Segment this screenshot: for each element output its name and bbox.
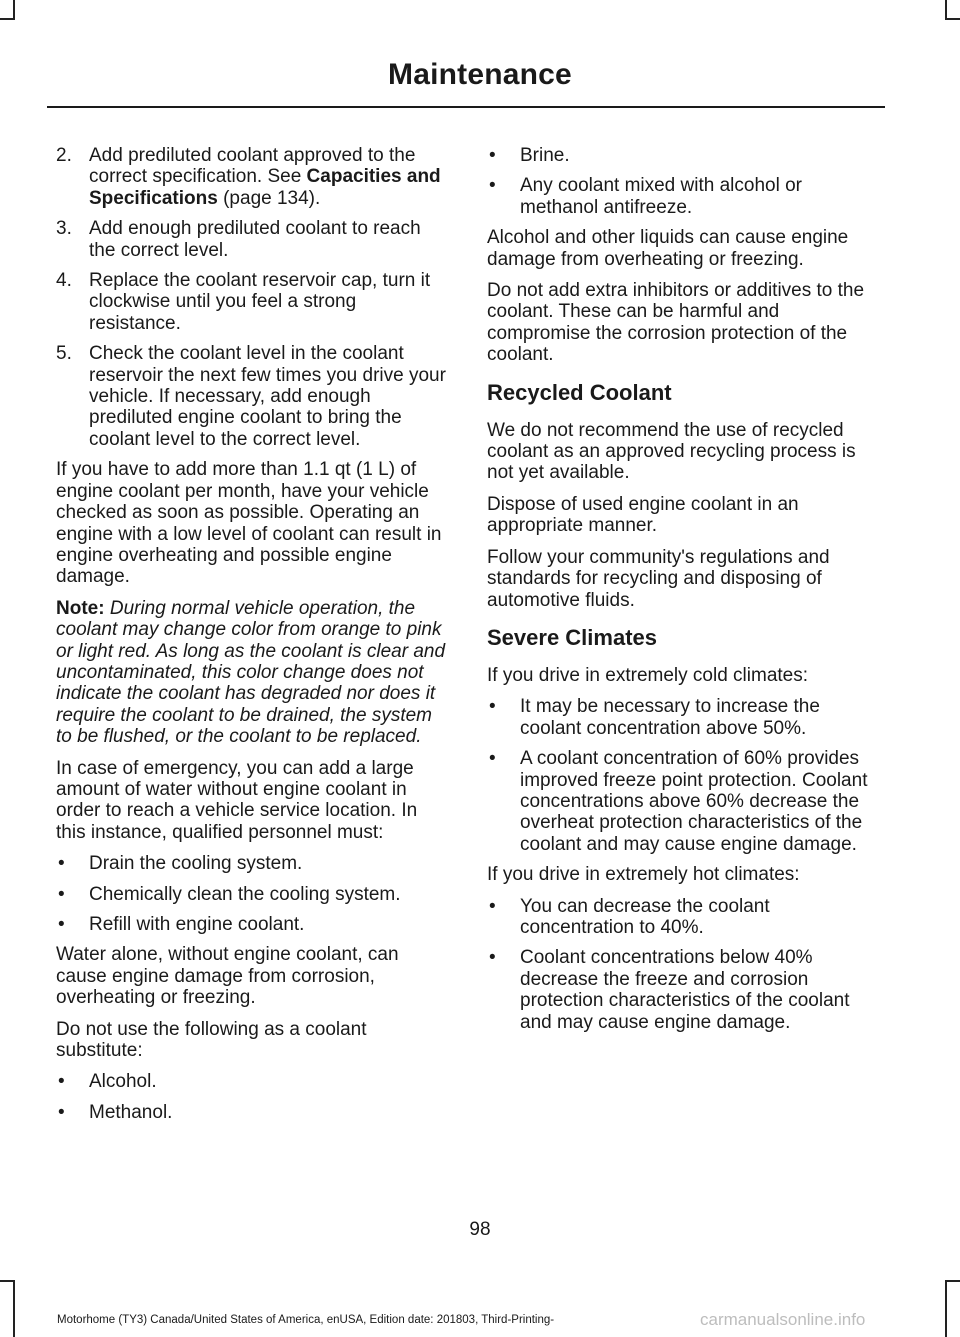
bullet: • bbox=[489, 947, 496, 969]
list-item bbox=[56, 1102, 448, 1123]
list-item bbox=[487, 748, 881, 855]
step-item bbox=[56, 343, 448, 450]
list-item-text: A coolant concentration of 60% provides improved freeze point protection. Coolant concentrations above 60% decrease the overheat protection characteristics of the coolant and may cause engine damage. bbox=[520, 748, 868, 855]
note-label: Note: bbox=[56, 597, 105, 619]
left-column bbox=[56, 145, 448, 1132]
paragraph: Dispose of used engine coolant in an appropriate manner. bbox=[487, 493, 799, 537]
step-text: Add enough prediluted coolant to reach the correct level. bbox=[89, 218, 421, 261]
list-item bbox=[487, 145, 881, 166]
list-item-text: Any coolant mixed with alcohol or methanol antifreeze. bbox=[520, 175, 802, 218]
paragraph: Follow your community's regulations and standards for recycling and disposing of automotive fluids. bbox=[487, 546, 830, 611]
list-item bbox=[487, 696, 881, 739]
list-item bbox=[487, 175, 881, 218]
bullet: • bbox=[489, 145, 496, 166]
list-item-text: Chemically clean the cooling system. bbox=[89, 883, 401, 905]
list-item bbox=[56, 1071, 448, 1092]
crop-mark bbox=[945, 0, 947, 20]
step-number: 2. bbox=[56, 145, 72, 166]
crop-mark bbox=[13, 0, 15, 20]
list-item-text: Brine. bbox=[520, 145, 570, 166]
list-item bbox=[56, 884, 448, 905]
bullet: • bbox=[489, 696, 496, 718]
paragraph: If you drive in extremely cold climates: bbox=[487, 664, 809, 686]
step-text: Add prediluted coolant approved to the correct specification. See bbox=[89, 145, 416, 188]
bullet: • bbox=[489, 175, 496, 197]
list-item-text: Refill with engine coolant. bbox=[89, 914, 305, 935]
crop-mark bbox=[0, 1280, 15, 1282]
bullet: • bbox=[58, 853, 65, 875]
right-column bbox=[487, 145, 881, 1042]
page-title: Maintenance bbox=[388, 58, 572, 91]
paragraph: Water alone, without engine coolant, can cause engine damage from corrosion, overheating or freezing. bbox=[56, 944, 399, 1009]
section-heading-recycled-coolant: Recycled Coolant bbox=[487, 379, 672, 405]
crop-mark bbox=[945, 18, 960, 20]
list-item-text: Alcohol. bbox=[89, 1071, 157, 1093]
list-item-text: You can decrease the coolant concentration to 40%. bbox=[520, 895, 770, 938]
crop-mark bbox=[13, 1280, 15, 1337]
bullet: • bbox=[489, 748, 496, 770]
step-text: Replace the coolant reservoir cap, turn it clockwise until you feel a strong resistance. bbox=[89, 270, 431, 334]
list-item-text: Methanol. bbox=[89, 1101, 173, 1123]
footer-edition-info: Motorhome (TY3) Canada/United States of America, enUSA, Edition date: 201803, Third-Printing- bbox=[57, 1314, 555, 1326]
step-number: 5. bbox=[56, 343, 72, 365]
paragraph: Do not use the following as a coolant substitute: bbox=[56, 1018, 367, 1062]
step-number: 4. bbox=[56, 270, 72, 292]
step-item bbox=[56, 145, 448, 209]
step-text: (page 134). bbox=[217, 187, 321, 209]
page-number: 98 bbox=[469, 1219, 491, 1240]
note bbox=[56, 598, 448, 748]
bullet: • bbox=[58, 883, 65, 905]
list-item bbox=[56, 853, 448, 874]
step-text: Check the coolant level in the coolant reservoir the next few times you drive your vehicle. If necessary, add enough prediluted engine coolant to bring the coolant level to the correct level. bbox=[89, 343, 446, 450]
bullet: • bbox=[58, 1101, 65, 1123]
step-item bbox=[56, 218, 448, 261]
paragraph: In case of emergency, you can add a large amount of water without engine coolant in order to reach a vehicle service location. In this instance, qualified personnel must: bbox=[56, 757, 418, 843]
list-item-text: Coolant concentrations below 40% decrease the freeze and corrosion protection characteristics of the coolant and may cause engine damage. bbox=[520, 947, 850, 1033]
list-item-text: Drain the cooling system. bbox=[89, 853, 303, 875]
cross-reference-link[interactable]: Capacities and Specifications bbox=[89, 166, 441, 209]
list-item bbox=[487, 947, 881, 1033]
note-text: During normal vehicle operation, the coolant may change color from orange to pink or light red. As long as the coolant is clear and uncontaminated, this color change does not indicate the coolant has degraded nor does it require the coolant to be drained, the system to be flushed, or the coolant to be replaced. bbox=[56, 597, 446, 748]
list-item-text: It may be necessary to increase the coolant concentration above 50%. bbox=[520, 696, 820, 739]
bullet: • bbox=[489, 895, 496, 917]
list-item bbox=[487, 896, 881, 939]
header-divider bbox=[47, 106, 885, 108]
crop-mark bbox=[0, 18, 15, 20]
paragraph: Do not add extra inhibitors or additives to the coolant. These can be harmful and compromise the corrosion protection of the coolant. bbox=[487, 280, 865, 366]
crop-mark bbox=[945, 1280, 960, 1282]
paragraph: Alcohol and other liquids can cause engine damage from overheating or freezing. bbox=[487, 227, 849, 270]
bullet: • bbox=[58, 1071, 65, 1093]
paragraph: If you drive in extremely hot climates: bbox=[487, 864, 800, 886]
bullet: • bbox=[58, 914, 65, 935]
step-number: 3. bbox=[56, 218, 72, 240]
section-heading-severe-climates: Severe Climates bbox=[487, 624, 657, 650]
paragraph: We do not recommend the use of recycled coolant as an approved recycling process is not yet available. bbox=[487, 419, 856, 484]
watermark: carmanualsonline.info bbox=[700, 1310, 866, 1329]
step-item bbox=[56, 270, 448, 334]
paragraph: If you have to add more than 1.1 qt (1 L) of engine coolant per month, have your vehicle checked as soon as possible. Operating an engine with a low level of coolant can result in engine overheating and possible engine damage. bbox=[56, 459, 442, 588]
crop-mark bbox=[945, 1280, 947, 1337]
list-item bbox=[56, 914, 448, 935]
